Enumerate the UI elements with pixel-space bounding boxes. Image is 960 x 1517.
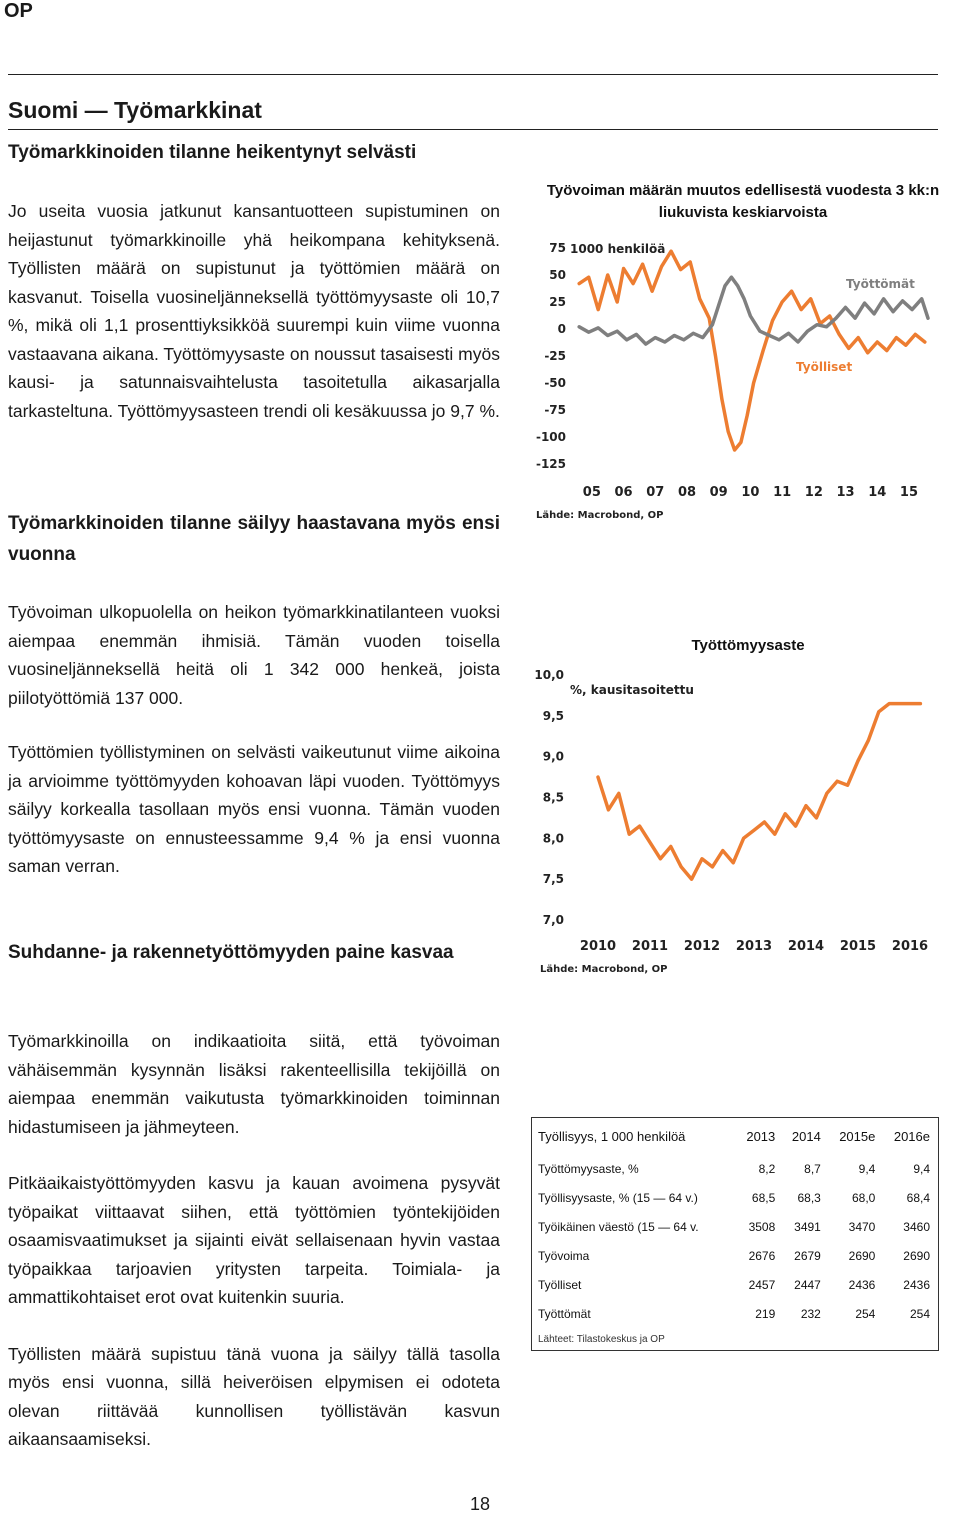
chart1-y-tick: 75 bbox=[549, 241, 566, 255]
chart2-x-tick: 2016 bbox=[891, 939, 929, 954]
table-cell: 68,4 bbox=[906, 1190, 930, 1205]
table-cell: 232 bbox=[800, 1306, 821, 1321]
chart1-x-tick: 13 bbox=[836, 485, 855, 500]
structural-paragraph-1: Työmarkkinoilla on indikaatioita siitä, että työvoiman vähäisemmän kysynnän lisäksi rakenteellisilla tekijöillä on aiempaa enemmän vaikutusta työmarkkinoiden toiminnan hidastumiseen ja jähmeyteen. bbox=[8, 1031, 500, 1137]
table-header-row bbox=[532, 1118, 939, 1155]
table-cell: 3508 bbox=[748, 1219, 776, 1234]
table-source: Lähteet: Tilastokeskus ja OP bbox=[538, 1333, 665, 1345]
table-cell: 2436 bbox=[848, 1277, 876, 1292]
table-row bbox=[532, 1154, 939, 1183]
table-header-cell: 2013 bbox=[746, 1128, 776, 1144]
table-cell: 254 bbox=[855, 1306, 876, 1321]
intro-paragraph: Jo useita vuosia jatkunut kansantuotteen supistuminen on heijastunut työmarkkinoille yhä heikompana kehityksenä. Työllisten määrä on supistunut ja työttömien määrä on kasvanut. Toisella vuosineljänneksellä työttömyysaste oli 10,7 %, mikä oli 1,1 prosenttiyksikköä suurempi kuin viime vuonna vastaavana aikana. Työttömyysaste on noussut tasaisesti myös kausi- ja satunnaisvaihtelusta tasoitetulla aikasarjalla tarkasteltuna. Työttömyysasteen trendi oli kesäkuussa jo 9,7 %. bbox=[8, 201, 500, 421]
chart1-x-tick: 06 bbox=[614, 485, 633, 500]
chart2-y-tick: 7,0 bbox=[542, 913, 564, 927]
chart1-title: Työvoiman määrän muutos edellisestä vuodesta 3 kk:n liukuvista keskiarvoista bbox=[546, 182, 940, 221]
title-rule bbox=[8, 129, 938, 130]
chart2-x-tick: 2015 bbox=[839, 939, 877, 954]
page-title: Suomi — Työmarkkinat bbox=[8, 97, 262, 123]
table-cell: 2679 bbox=[794, 1248, 821, 1263]
top-rule bbox=[8, 74, 938, 75]
chart2-x-tick: 2012 bbox=[683, 939, 721, 954]
table-source-row bbox=[532, 1328, 939, 1351]
table-cell: Työlliset bbox=[538, 1277, 582, 1292]
chart2-y-tick: 10,0 bbox=[534, 668, 564, 682]
table-cell: Työttömät bbox=[538, 1306, 591, 1321]
chart1-x-tick: 05 bbox=[582, 485, 601, 500]
key-figures-table bbox=[531, 1117, 939, 1351]
chart2-x-tick: 2014 bbox=[787, 939, 825, 954]
page-subtitle: Työmarkkinoiden tilanne heikentynyt selvästi bbox=[8, 142, 417, 163]
chart1-x-tick: 11 bbox=[773, 485, 792, 500]
chart2-x-tick: 2013 bbox=[735, 939, 773, 954]
chart1-y-tick: 0 bbox=[557, 322, 566, 336]
chart1-x-tick: 14 bbox=[868, 485, 887, 500]
table-header-cell: Työllisyys, 1 000 henkilöä bbox=[538, 1128, 686, 1144]
table-cell: 8,2 bbox=[758, 1161, 776, 1176]
table-cell: 68,5 bbox=[751, 1190, 776, 1205]
chart1-y-tick: 50 bbox=[549, 268, 566, 282]
series-label-tyolliset: Työlliset bbox=[796, 360, 853, 374]
chart1-y-tick: -100 bbox=[535, 430, 566, 444]
chart2-x-tick: 2011 bbox=[631, 939, 669, 954]
table-header-cell: 2015e bbox=[839, 1128, 876, 1144]
table-cell: 3491 bbox=[794, 1219, 821, 1234]
outlook-paragraph-1: Työvoiman ulkopuolella on heikon työmarkkinatilanteen vuoksi aiempaa enemmän ihmisiä. Tämän vuoden toisella vuosineljänneksellä heitä oli 1 342 000 henkeä, joista piilotyöttömiä 137 000. bbox=[8, 602, 500, 708]
unemployment-rate-chart bbox=[528, 660, 958, 980]
table-header-cell: 2014 bbox=[791, 1128, 821, 1144]
table-row bbox=[532, 1270, 939, 1299]
chart2-y-tick: 8,5 bbox=[542, 790, 564, 805]
table-row bbox=[532, 1241, 939, 1270]
page-number: 18 bbox=[469, 1494, 491, 1514]
chart1-x-tick: 10 bbox=[741, 485, 760, 500]
outlook-text bbox=[8, 598, 500, 881]
series-label-tyottomat: Työttömät bbox=[846, 277, 915, 291]
chart2-title: Työttömyysaste bbox=[691, 637, 805, 654]
table-cell: Työttömyysaste, % bbox=[538, 1161, 639, 1176]
table-cell: 2690 bbox=[903, 1248, 930, 1263]
structural-paragraph-3: Työllisten määrä supistuu tänä vuona ja säilyy tällä tasolla myös ensi vuonna, sillä heiveröisen elpymisen ei odoteta olevan riittävää kunnollisen työllistävän kasvun aikaansaamiseksi. bbox=[8, 1343, 500, 1449]
table-cell: 9,4 bbox=[858, 1161, 876, 1176]
table-cell: 3460 bbox=[903, 1219, 930, 1234]
chart2-unit-label: %, kausitasoitettu bbox=[570, 683, 694, 697]
chart1-source: Lähde: Macrobond, OP bbox=[536, 510, 664, 521]
table-cell: 8,7 bbox=[804, 1161, 821, 1176]
structural-text bbox=[8, 1027, 500, 1454]
chart2-y-tick: 9,0 bbox=[542, 749, 564, 764]
chart2-x-tick: 2010 bbox=[579, 939, 617, 954]
table-cell: 68,0 bbox=[851, 1190, 876, 1205]
table-cell: 2457 bbox=[748, 1277, 776, 1292]
chart2-y-tick: 7,5 bbox=[542, 872, 564, 887]
chart1-x-tick: 12 bbox=[804, 485, 823, 500]
chart1-y-tick: -50 bbox=[544, 376, 566, 390]
table-row bbox=[532, 1212, 939, 1241]
chart2-y-tick: 8,0 bbox=[542, 831, 564, 846]
table-cell: 2447 bbox=[794, 1277, 821, 1292]
table-cell: Työikäinen väestö (15 — 64 v. bbox=[538, 1219, 699, 1234]
chart1-y-tick: -75 bbox=[544, 403, 566, 417]
table-header-cell: 2016e bbox=[893, 1128, 930, 1144]
series-line-tyottomyysaste bbox=[598, 704, 920, 880]
table-cell: 3470 bbox=[848, 1219, 876, 1234]
table-cell: 68,3 bbox=[797, 1190, 821, 1205]
table-cell: 2436 bbox=[903, 1277, 930, 1292]
labor-force-change-chart bbox=[528, 228, 958, 528]
structural-paragraph-2: Pitkäaikaistyöttömyyden kasvu ja kauan avoimena pysyvät työpaikat viittaavat siihen, että työttömien työntekijöiden osaamisvaatimukset ja sijainti eivät sellaisenaan hyvin vastaa työpaikkaa tarjoavien yritysten tarpeita. Toimiala- ja ammattikohtaiset erot ovat kuitenkin suuria. bbox=[8, 1173, 500, 1307]
table-cell: 9,4 bbox=[913, 1161, 930, 1176]
table-cell: Työllisyysaste, % (15 — 64 v.) bbox=[538, 1190, 698, 1205]
chart1-y-tick: -25 bbox=[544, 349, 566, 363]
chart1-x-tick: 09 bbox=[709, 485, 728, 500]
intro-text bbox=[8, 197, 500, 425]
brand-logo-text: OP bbox=[4, 0, 33, 22]
chart1-unit-label: 1000 henkilöä bbox=[570, 242, 666, 256]
table-cell: 2676 bbox=[748, 1248, 776, 1263]
table-row bbox=[532, 1183, 939, 1212]
table-cell: 219 bbox=[755, 1306, 776, 1321]
heading-outlook: Työmarkkinoiden tilanne säilyy haastavana myös ensi vuonna bbox=[8, 513, 500, 565]
chart1-x-tick: 07 bbox=[646, 485, 665, 500]
chart1-y-tick: 25 bbox=[549, 295, 566, 309]
chart1-x-tick: 08 bbox=[677, 485, 697, 500]
table-cell: Työvoima bbox=[538, 1248, 590, 1263]
chart1-y-tick: -125 bbox=[535, 457, 566, 471]
table-cell: 254 bbox=[909, 1306, 930, 1321]
table-row bbox=[532, 1299, 939, 1328]
table-cell: 2690 bbox=[848, 1248, 876, 1263]
chart1-x-tick: 15 bbox=[899, 485, 919, 500]
outlook-paragraph-2: Työttömien työllistyminen on selvästi vaikeutunut viime aikoina ja arvioimme työttömyyden kohoavan läpi vuoden. Työttömyys säilyy korkealla tasollaan myös ensi vuonna. Tämän vuoden työttömyysaste on ennusteessamme 9,4 % ja ensi vuonna saman verran. bbox=[8, 742, 500, 876]
chart2-y-tick: 9,5 bbox=[542, 708, 564, 723]
chart2-source: Lähde: Macrobond, OP bbox=[540, 964, 668, 975]
heading-structural: Suhdanne- ja rakennetyöttömyyden paine kasvaa bbox=[8, 942, 454, 963]
